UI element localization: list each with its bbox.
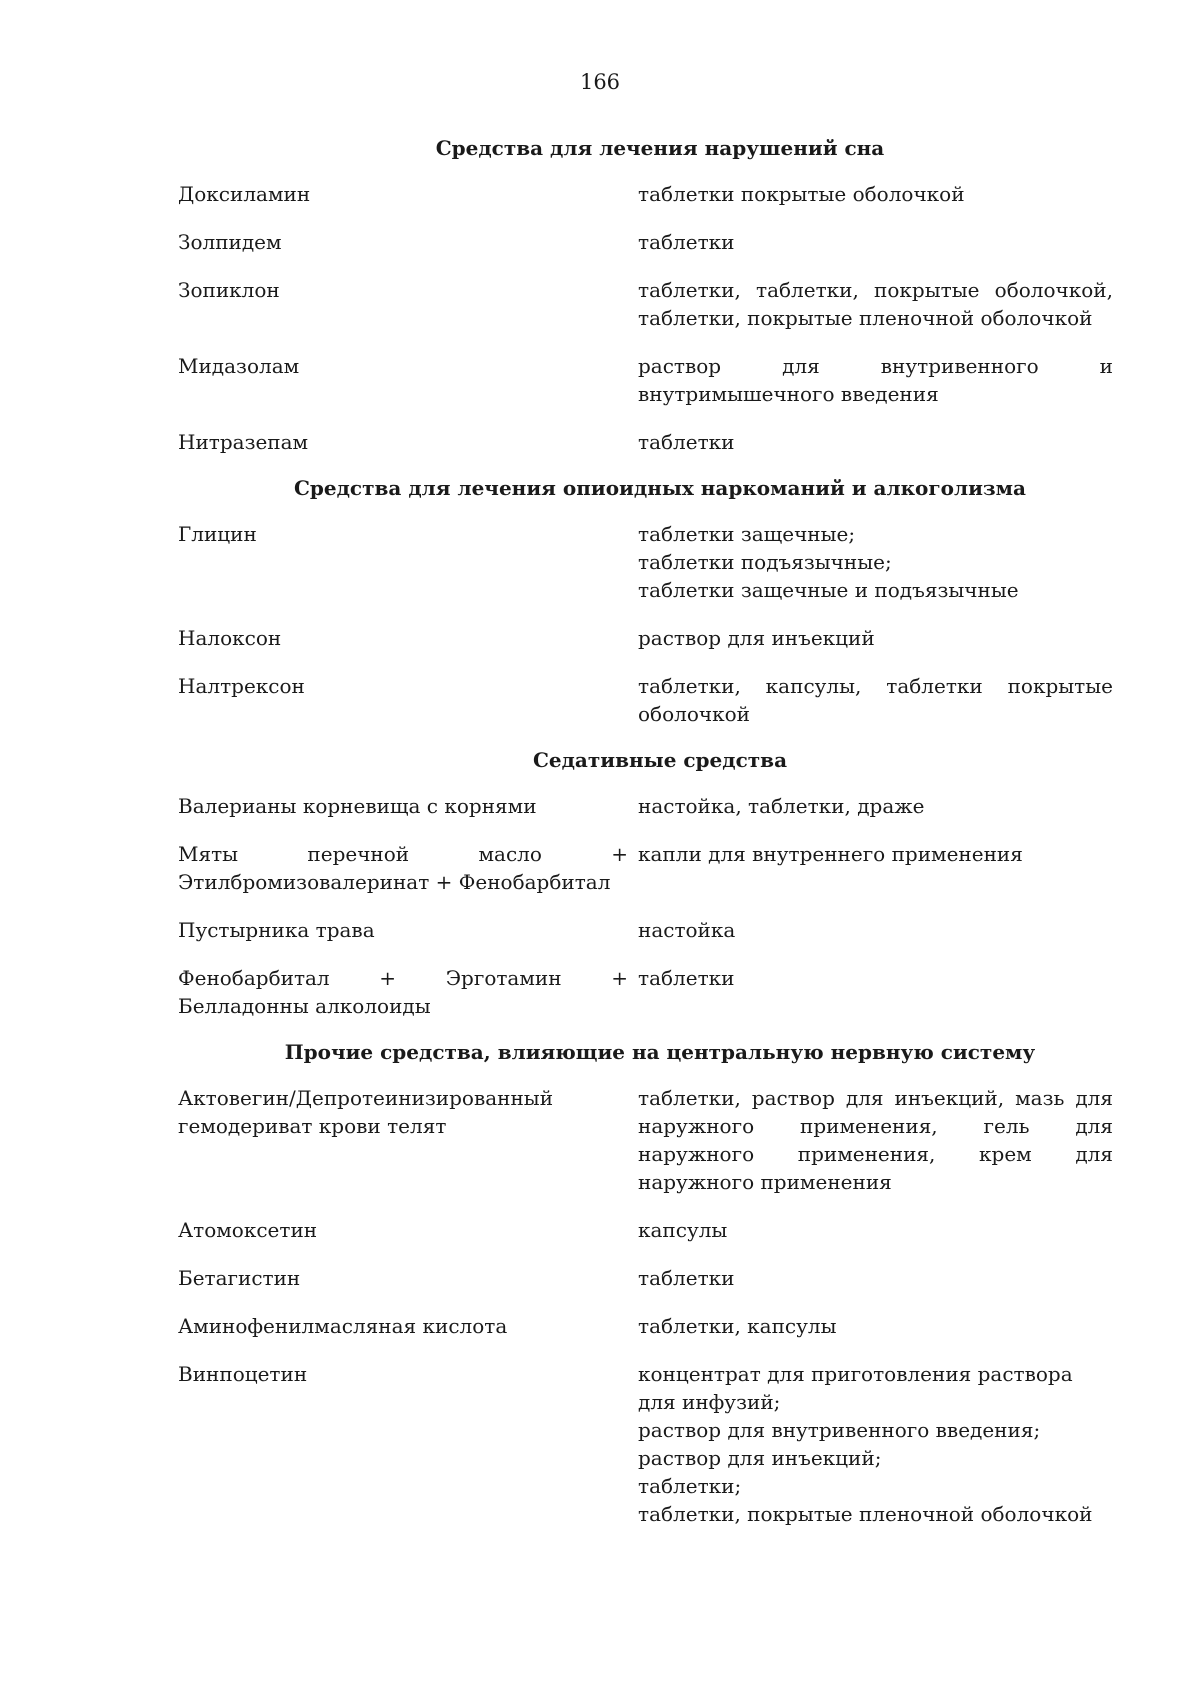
drug-row	[178, 180, 1130, 208]
drug-form-line: таблетки подъязычные;	[638, 550, 892, 574]
section-heading: Средства для лечения нарушений сна	[435, 136, 885, 160]
drug-form-line: таблетки покрытые оболочкой	[638, 182, 965, 206]
drug-forms	[638, 228, 1113, 256]
drug-name: Винпоцетин	[178, 1362, 308, 1386]
drug-name: Доксиламин	[178, 182, 311, 206]
drug-row	[178, 520, 1130, 604]
section-heading: Средства для лечения опиоидных наркоманий и алкоголизма	[293, 476, 1027, 500]
section-sleep-disorders	[178, 134, 1130, 456]
drug-form-line: таблетки защечные и подъязычные	[638, 578, 1019, 602]
drug-name: Аминофенилмасляная кислота	[178, 1314, 508, 1338]
drug-form-line: настойка	[638, 918, 736, 942]
drug-form-line: капли для внутреннего применения	[638, 842, 1023, 866]
drug-name: Налоксон	[178, 626, 282, 650]
drug-forms	[638, 520, 1113, 604]
drug-form-line: капсулы	[638, 1218, 728, 1242]
drug-form-line: таблетки, раствор для инъекций, мазь для наружного применения, гель для наружного применения, крем для наружного применения	[638, 1086, 1113, 1194]
drug-row	[178, 228, 1130, 256]
drug-form-line: таблетки, капсулы, таблетки покрытые оболочкой	[638, 674, 1113, 726]
drug-form-line: таблетки	[638, 430, 735, 454]
drug-name: Мидазолам	[178, 354, 300, 378]
drug-form-line: таблетки защечные;	[638, 522, 856, 546]
drug-form-line: таблетки	[638, 1266, 735, 1290]
drug-name: Глицин	[178, 522, 257, 546]
drug-name: Золпидем	[178, 230, 282, 254]
drug-form-line: раствор для внутривенного введения;	[638, 1418, 1041, 1442]
drug-row	[178, 1264, 1130, 1292]
section-heading: Прочие средства, влияющие на центральную нервную систему	[284, 1040, 1036, 1064]
drug-row	[178, 792, 1130, 820]
drug-form-line: таблетки, капсулы	[638, 1314, 837, 1338]
section-opioid-alcohol	[178, 474, 1130, 728]
section-other-cns	[178, 1038, 1130, 1528]
drug-form-line: таблетки	[638, 230, 735, 254]
drug-form-line: таблетки	[638, 966, 735, 990]
drug-name: Зопиклон	[178, 278, 280, 302]
drug-name: Атомоксетин	[178, 1218, 318, 1242]
drug-name: Фенобарбитал + Эрготамин + Белладонны алколоиды	[178, 966, 628, 1018]
drug-name: Пустырника трава	[178, 918, 375, 942]
drug-forms	[638, 1264, 1113, 1292]
drug-row	[178, 1360, 1130, 1528]
drug-forms	[638, 180, 1113, 208]
drug-row	[178, 352, 1130, 408]
drug-row	[178, 840, 1130, 896]
drug-forms	[638, 1312, 1113, 1340]
drug-row	[178, 428, 1130, 456]
drug-name: Актовегин/Депротеинизированный гемодериват крови телят	[178, 1086, 554, 1138]
drug-form-line: таблетки, таблетки, покрытые оболочкой, таблетки, покрытые пленочной оболочкой	[638, 278, 1113, 330]
drug-forms	[638, 428, 1113, 456]
drug-name: Бетагистин	[178, 1266, 301, 1290]
drug-row	[178, 672, 1130, 728]
drug-form-line: таблетки;	[638, 1474, 742, 1498]
page-number: 166	[579, 70, 621, 94]
drug-forms	[638, 1360, 1113, 1528]
drug-forms	[638, 792, 1113, 820]
drug-form-line: таблетки, покрытые пленочной оболочкой	[638, 1502, 1093, 1526]
drug-forms	[638, 1216, 1113, 1244]
drug-forms	[638, 1084, 1113, 1196]
section-heading: Седативные средства	[532, 748, 788, 772]
drug-row	[178, 624, 1130, 652]
drug-form-line: настойка, таблетки, драже	[638, 794, 925, 818]
drug-row	[178, 1216, 1130, 1244]
drug-forms	[638, 276, 1113, 332]
drug-row	[178, 1312, 1130, 1340]
drug-name: Налтрексон	[178, 674, 305, 698]
drug-name: Нитразепам	[178, 430, 309, 454]
drug-name: Валерианы корневища с корнями	[178, 794, 537, 818]
drug-form-line: раствор для внутривенного и внутримышечного введения	[638, 354, 1113, 406]
drug-list	[178, 134, 1130, 1546]
drug-forms	[638, 624, 1113, 652]
drug-forms	[638, 916, 1113, 944]
drug-row	[178, 276, 1130, 332]
drug-forms	[638, 352, 1113, 408]
drug-row	[178, 1084, 1130, 1196]
drug-form-line: концентрат для приготовления раствора для инфузий;	[638, 1362, 1073, 1414]
drug-forms	[638, 840, 1113, 896]
drug-form-line: раствор для инъекций	[638, 626, 875, 650]
drug-name: Мяты перечной масло + Этилбромизовалеринат + Фенобарбитал	[178, 842, 628, 894]
drug-row	[178, 916, 1130, 944]
drug-forms	[638, 672, 1113, 728]
drug-forms	[638, 964, 1113, 1020]
drug-form-line: раствор для инъекций;	[638, 1446, 882, 1470]
section-sedatives	[178, 746, 1130, 1020]
drug-row	[178, 964, 1130, 1020]
